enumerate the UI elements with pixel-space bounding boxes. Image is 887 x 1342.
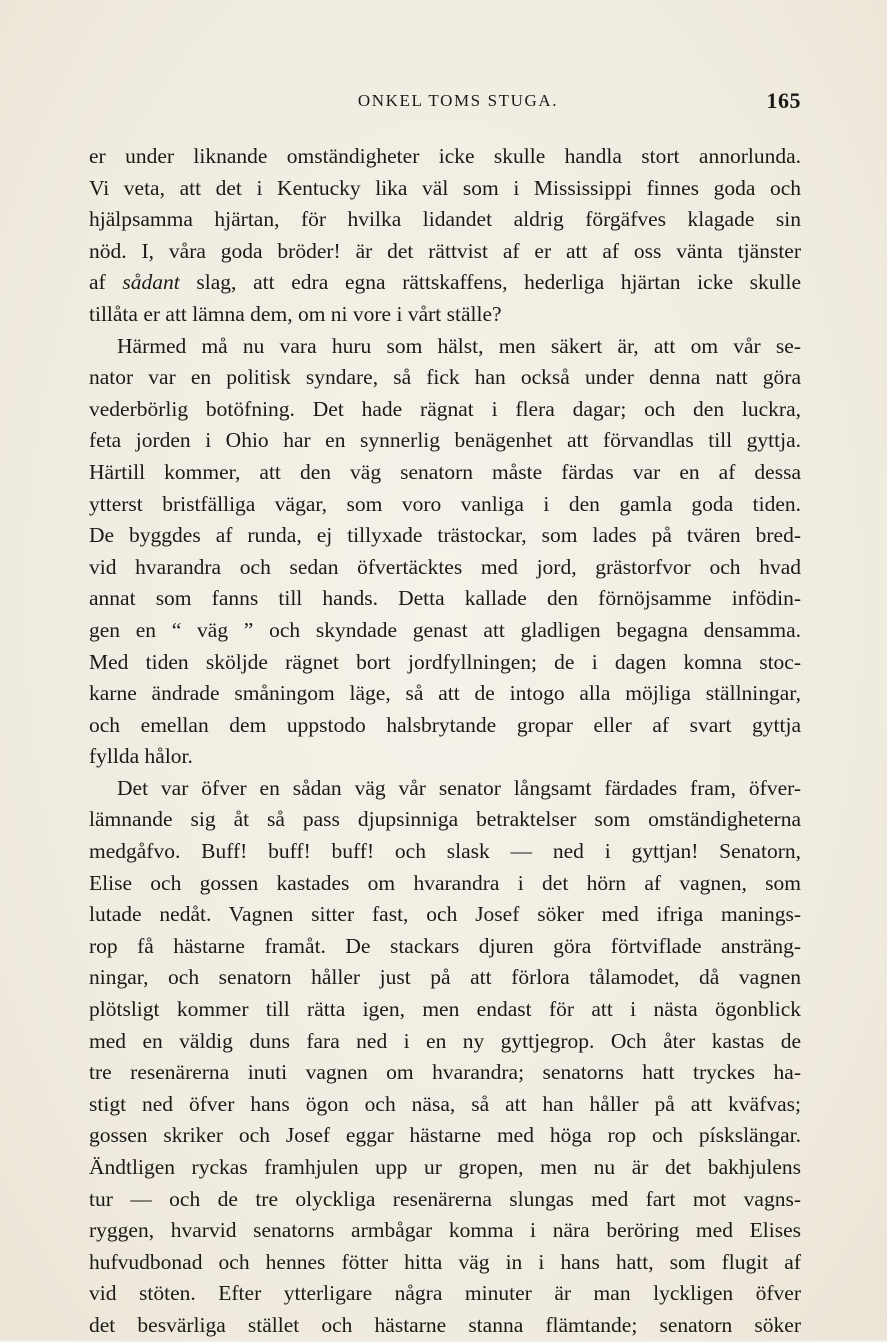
text-line: De byggdes af runda, ej tillyxade trästockar, som lades på tvären bred- [89,523,801,548]
text-line: hufvudbonad och hennes fötter hitta väg in i hans hatt, som flugit af [89,1249,801,1274]
text-line: och emellan dem uppstodo halsbrytande gropar eller af svart gyttja [89,712,801,737]
text-line: det besvärliga stället och hästarne stanna flämtande; senatorn söker [89,1312,801,1337]
text-line: tillåta er att lämna dem, om ni vore i vårt ställe? [89,301,502,326]
text-line: lutade nedåt. Vagnen sitter fast, och Josef söker med ifriga manings- [89,902,801,927]
text-line: lämnande sig åt så pass djupsinniga betraktelser som omständigheterna [89,807,801,832]
text-line: Vi veta, att det i Kentucky lika väl som i Mississippi finnes goda och [89,175,801,200]
text-line: Med tiden sköljde rägnet bort jordfyllningen; de i dagen komna stoc- [89,649,801,674]
text-line: ningar, och senatorn håller just på att förlora tålamodet, då vagnen [89,965,801,990]
text-line: Det var öfver en sådan väg vår senator långsamt färdades fram, öfver- [117,775,801,800]
running-title: ONKEL TOMS STUGA. [357,91,559,110]
text-line: karne ändrade småningom läge, så att de intogo alla möjliga ställningar, [89,681,801,706]
text-line: Härtill kommer, att den väg senatorn måste färdas var en af dessa [89,459,801,484]
text-line-rest: slag, att edra egna rättskaffens, hederliga hjärtan icke skulle [196,270,802,295]
text-line: med en väldig duns fara ned i en ny gyttjegrop. Och åter kastas de [89,1028,801,1053]
text-line: fyllda hålor. [89,744,193,769]
text-line: gen en “ väg ” och skyndade genast att gladligen begagna densamma. [89,617,801,642]
text-line: vid hvarandra och sedan öfvertäcktes med jord, grästorfvor och hvad [89,554,801,579]
page-number: 165 [766,88,801,113]
text-line: plötsligt kommer till rätta igen, men endast för att i nästa ögonblick [89,997,801,1022]
text-line-with-italic [89,267,801,299]
page-header [89,88,801,118]
text-line: vid stöten. Efter ytterligare några minuter är man lyckligen öfver [89,1281,801,1306]
text-line: vederbörlig botöfning. Det hade rägnat i flera dagar; och den luckra, [89,396,801,421]
text-line: stigt ned öfver hans ögon och näsa, så att han håller på att kväfvas; [89,1091,801,1116]
text-line: feta jorden i Ohio har en synnerlig benägenhet att förvandlas till gyttja. [89,428,801,453]
italic-prefix: af [89,270,106,295]
text-line: tur — och de tre olyckliga resenärerna slungas med fart mot vagns- [89,1186,801,1211]
body-text [89,141,801,1342]
text-line: annat som fanns till hands. Detta kallade den förnöjsamme infödin- [89,586,801,611]
italic-word: sådant [122,270,180,295]
text-line: Härmed må nu vara huru som hälst, men säkert är, att om vår se- [117,333,801,358]
text-line: rop få hästarne framåt. De stackars djuren göra förtviflade ansträng- [89,933,801,958]
text-line: Ändtligen ryckas framhjulen upp ur gropen, men nu är det bakhjulens [89,1155,801,1179]
text-line: medgåfvo. Buff! buff! buff! och slask — ned i gyttjan! Senatorn, [89,839,801,864]
text-line: er under liknande omständigheter icke skulle handla stort annorlunda. [89,144,801,168]
text-line: nöd. I, våra goda bröder! är det rättvist af er att af oss vänta tjänster [89,238,801,263]
text-line: ryggen, hvarvid senatorns armbågar komma i nära beröring med Elises [89,1218,801,1243]
text-line: nator var en politisk syndare, så fick han också under denna natt göra [89,365,801,390]
text-line: gossen skriker och Josef eggar hästarne med höga rop och pískslängar. [89,1123,801,1148]
text-line: hjälpsamma hjärtan, för hvilka lidandet aldrig förgäfves klagade sin [89,207,801,232]
text-line: tre resenärerna inuti vagnen om hvarandra; senatorns hatt tryckes ha- [89,1060,801,1085]
text-line: ytterst bristfälliga vägar, som voro vanliga i den gamla goda tiden. [89,491,801,516]
text-line: Elise och gossen kastades om hvarandra i det hörn af vagnen, som [89,870,801,895]
